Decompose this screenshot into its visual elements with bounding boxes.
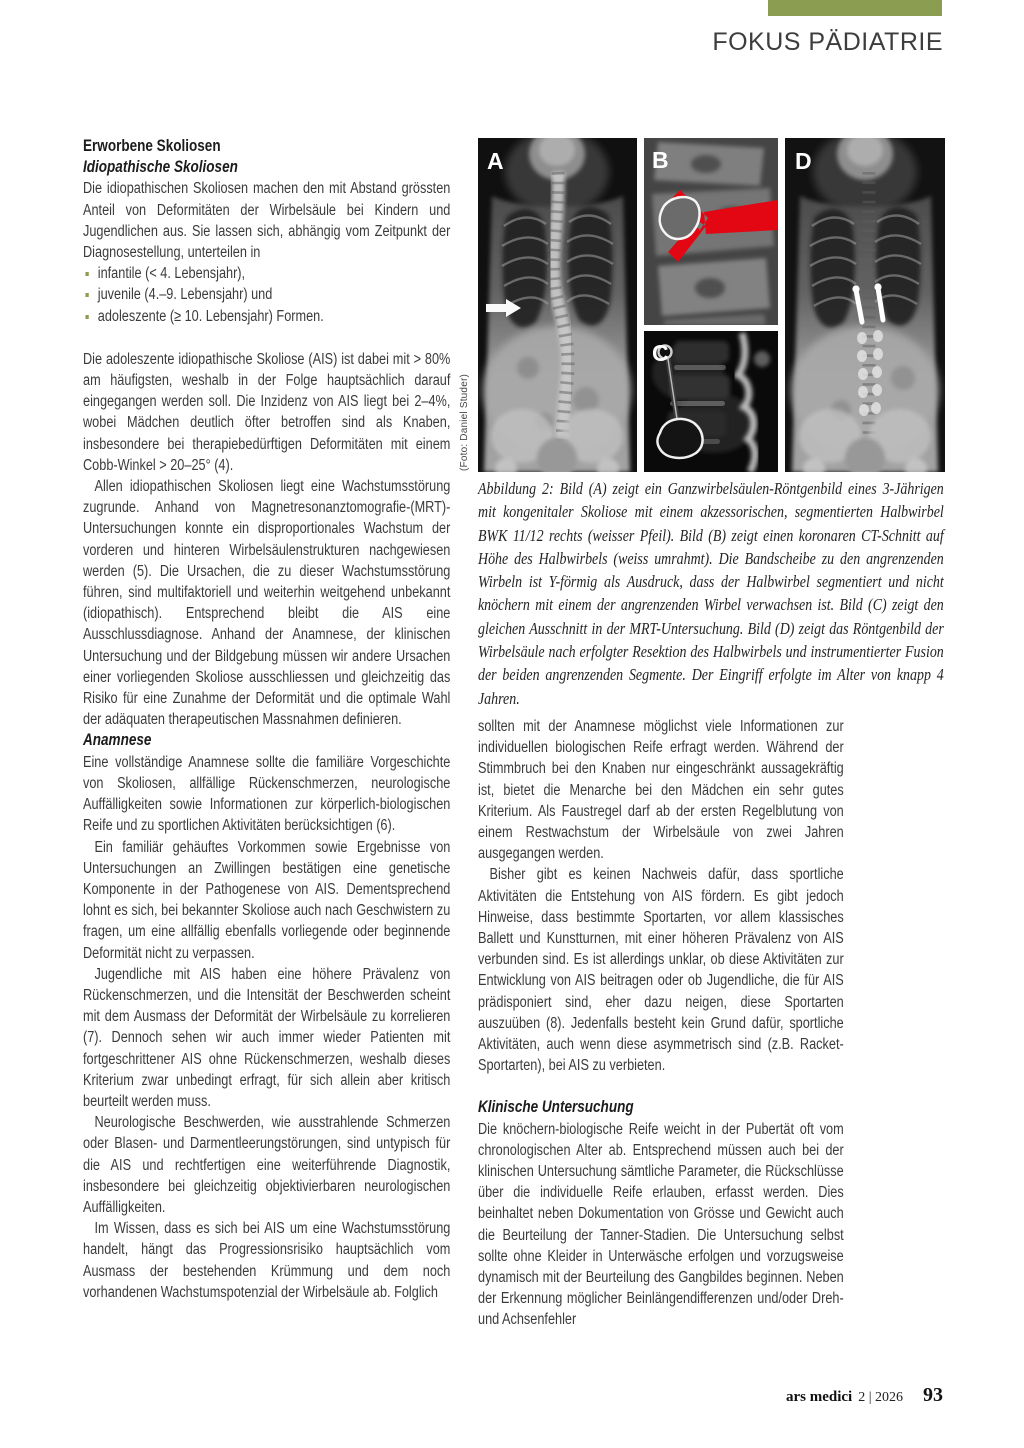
list-item-text: infantile (< 4. Lebensjahr), <box>97 265 246 283</box>
issue-label: 2 | 2026 <box>858 1390 903 1405</box>
figure-label-c: C <box>652 340 669 366</box>
mri-panel-c <box>644 331 778 472</box>
list-item-text: adoleszente (≥ 10. Lebensjahr) Formen. <box>97 307 324 325</box>
accent-bar <box>768 0 942 16</box>
xray-panel-a <box>478 138 637 472</box>
paragraph-schmerzen: Jugendliche mit AIS haben eine höhere Prävalenz von Rückenschmerzen, und die Intensität der Beschwerden scheint mit dem Ausmass der Deformität der Wirbelsäule zu korrelieren (7). Dennoch sehen wir auch immer wieder Patienten mit fortgeschrittener AIS ohne Rückenschmerzen, weshalb dieses Kriterium zwar unbedingt erfragt, für sich allein aber kritisch beurteilt werden muss. <box>83 965 451 1110</box>
paragraph-klinisch: Die knöchern-biologische Reife weicht in der Pubertät oft vom chronologischen Alter ab. Entsprechend müssen auch bei der klinischen Untersuchung sämtliche Parameter, die Rückschlüsse über die individuelle Reife erlauben, erfasst werden. Dies beinhaltet neben Dokumentation von Grösse und Gewicht auch die Beurteilung der Tanner-Stadien. Die Untersuchung selbst sollte ohne Kleider in Unterwäsche erfolgen und vorzugsweise dynamisch mit der Beurteilung des Gangbildes beginnen. Neben der Erkennung möglicher Beinlängendifferenzen und/oder Dreh- und Achsenfehler <box>478 1120 844 1329</box>
figure-label-a: A <box>487 148 504 174</box>
list-item <box>83 306 450 327</box>
paragraph-reife: sollten mit der Anamnese möglichst viele Informationen zur individuellen biologischen Reife erfragt werden. Während der Stimmbruch bei den Knaben nur eingeschränkt aussagekräftig ist, bietet die Menarche bei den Mädchen ein sehr gutes Kriterium. Als Faustregel darf ab der ersten Regelblutung von einem Restwachstum der Wirbelsäule von zwei Jahren ausgegangen werden. <box>478 718 844 863</box>
bullet-icon <box>85 272 88 276</box>
ct-panel-b <box>644 138 778 325</box>
section-kicker: FOKUS PÄDIATRIE <box>712 28 943 56</box>
paragraph-anamnese-2: Ein familiär gehäuftes Vorkommen sowie Ergebnisse von Untersuchungen an Zwillingen bestätigen eine genetische Komponente in der Pathogenese von AIS. Dementsprechend lohnt es sich, bei bekannter Skoliose auch nach Geschwistern zu fragen, um eine allfällig ebenfalls vorliegende oder beginnende Deformität nicht zu verpassen. <box>83 838 451 962</box>
paragraph-ais: Die adoleszente idiopathische Skoliose (AIS) ist dabei mit > 80% am häufigsten, weshalb in der Folge hauptsächlich darauf eingegangen werden soll. Die Inzidenz von AIS liegt bei 2–4%, wobei Mädchen deutlich öfter betroffen sind als Knaben, insbesondere bei therapiebedürftigen Deformitäten mit einem Cobb-Winkel > 20–25° (4). <box>83 350 451 474</box>
paragraph-intro: Die idiopathischen Skoliosen machen den mit Abstand grössten Anteil von Deformitäten der Wirbelsäule bei Kindern und Jugendlichen aus. Sie lassen sich, abhängig vom Zeitpunkt der Diagnosestellung, unterteilen in <box>83 180 451 262</box>
list-item <box>83 284 450 305</box>
figure-xray-panels <box>478 138 945 472</box>
figure-caption: Abbildung 2: Bild (A) zeigt ein Ganzwirbelsäulen-Röntgenbild eines 3-Jährigen mit kongenitaler Skoliose mit einem akzessorischen, segmentierten Halbwirbel BWK 11/12 rechts (weisser Pfeil). Bild (B) zeigt einen koronaren CT-Schnitt auf Höhe des Halbwirbels (weiss umrahmt). Die Bandscheibe zu den angrenzenden Wirbeln ist Y-förmig als Ausdruck, dass der Halbwirbel segmentiert und nicht knöchern mit einem der angrenzenden Wirbel verwachsen ist. Bild (C) zeigt den gleichen Ausschnitt in der MRT-Untersuchung. Bild (D) zeigt das Röntgenbild der Wirbelsäule nach erfolgter Resektion des Halbwirbels und instrumentierter Fusion der beiden angrenzenden Segmente. Der Eingriff erfolgte im Alter von knapp 4 Jahren. <box>478 479 944 708</box>
article-subtitle: Idiopathische Skoliosen <box>83 158 238 177</box>
paragraph-neurologisch: Neurologische Beschwerden, wie ausstrahlende Schmerzen oder Blasen- und Darmentleerungstörungen, sind untypisch für die AIS und rechtfertigen eine weiterführende Diagnostik, insbesondere bei gleichzeitig objektivierbaren neurologischen Auffälligkeiten. <box>83 1114 451 1216</box>
paragraph-wissen: Im Wissen, dass es sich bei AIS um eine Wachstumsstörung handelt, hängt das Progressionsrisiko hauptsächlich vom Ausmass der bestehenden Krümmung und dem noch vorhandenen Wachstumspotenzial der Wirbelsäule ab. Folglich <box>83 1220 451 1301</box>
hemivertebra-outline <box>660 197 700 239</box>
page-footer <box>786 1384 943 1407</box>
list-item-text: juvenile (4.–9. Lebensjahr) und <box>97 286 273 304</box>
photo-credit: (Foto: Daniel Studer) <box>459 373 470 471</box>
list-item <box>83 263 450 284</box>
heading-klinische-untersuchung: Klinische Untersuchung <box>478 1098 634 1117</box>
paragraph-sport: Bisher gibt es keinen Nachweis dafür, dass sportliche Aktivitäten die Entstehung von AIS fördern. Es gibt jedoch Hinweise, dass bestimmte Sportarten, vor allem klassisches Ballett und Kunstturnen, mit einer höheren Prävalenz von AIS verbunden sind. Es ist allerdings unklar, ob diese Aktivitäten zur Entwicklung von AIS beitragen oder ob Jugendliche, die für AIS prädisponiert sind, eher dazu neigen, diese Sportarten auszuüben (8). Jedenfalls besteht kein Grund dafür, sportliche Aktivitäten, auch wenn diese asymmetrisch sind (z.B. Racket-Sportarten), bei AIS zu verbieten. <box>478 866 844 1075</box>
right-column <box>478 716 844 1331</box>
paragraph-wachstum: Allen idiopathischen Skoliosen liegt eine Wachstumsstörung zugrunde. Anhand von Magnetresonanztomografie-(MRT)-Untersuchungen konnte ein disproportionales Wachstum der vorderen und hinteren Wirbelsäulenstrukturen nachgewiesen werden (5). Die Ursachen, die zu dieser Wachstumsstörung führen, sind multifaktoriell und weiterhin weitgehend unbekannt (idiopathisch). Entsprechend bleibt die AIS eine Ausschlussdiagnose. Anhand der Anamnese, der klinischen Untersuchung und der Bildgebung müssen wir andere Ursachen einer vorliegenden Skoliose ausschliessen und gleichzeitig das Risiko für eine Zunahme der Deformität und die optimale Wahl der adäquaten therapeutischen Massnahmen definieren. <box>83 478 451 729</box>
xray-panel-d <box>785 138 945 472</box>
figure-middle-column <box>644 138 778 472</box>
bullet-icon <box>85 293 88 297</box>
heading-anamnese: Anamnese <box>83 731 152 750</box>
left-column <box>83 136 450 1303</box>
paragraph-anamnese-1: Eine vollständige Anamnese sollte die familiäre Vorgeschichte von Skoliosen, allfällige Rückenschmerzen, neurologische Auffälligkeiten sowie Informationen zur körperlich-biologischen Reife und zu sportlichen Aktivitäten berücksichtigen (6). <box>83 753 451 835</box>
figure-label-b: B <box>652 147 669 173</box>
scoliosis-type-list <box>83 263 450 327</box>
hemivertebra-outline <box>657 419 702 458</box>
bullet-icon <box>85 315 88 319</box>
figure-label-d: D <box>795 148 812 174</box>
journal-name: ars medici <box>785 1389 853 1405</box>
article-title: Erworbene Skoliosen <box>83 137 221 155</box>
page-number: 93 <box>923 1384 943 1406</box>
